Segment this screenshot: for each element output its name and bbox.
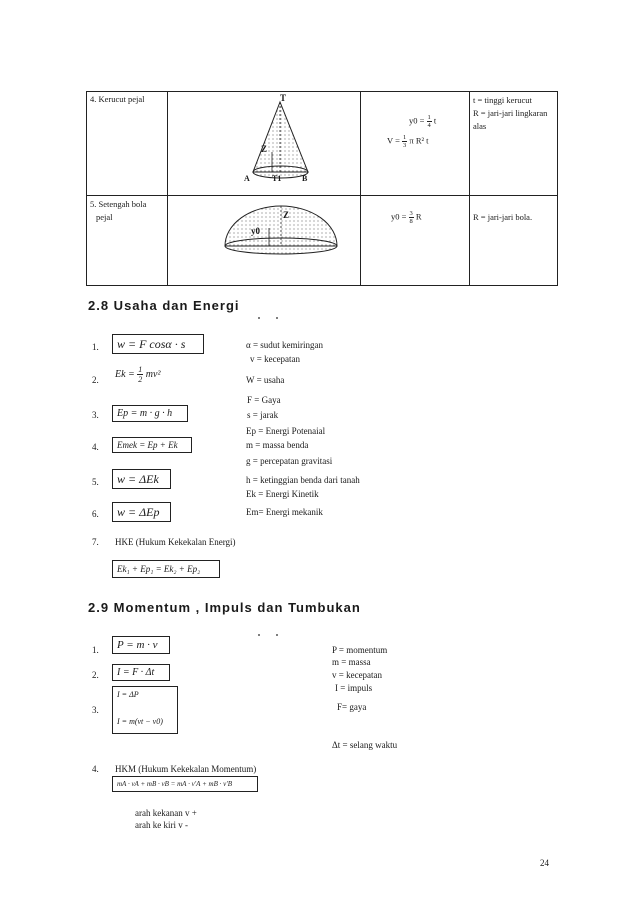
table-row-hemisphere	[87, 196, 558, 286]
s28-legend-10: Em= Energi mekanik	[246, 507, 323, 517]
hemisphere-notes	[470, 196, 558, 286]
s28-num-6: 6.	[92, 509, 99, 519]
s28-legend-7: g = percepatan gravitasi	[246, 456, 333, 466]
formula-hke: Ek₁ + Ep₁ = Ek₂ + Ep₂	[112, 560, 220, 578]
cone-label-b: B	[302, 174, 308, 183]
hkm-note-right: arah kekanan v +	[135, 808, 197, 818]
s28-num-4: 4.	[92, 442, 99, 452]
cone-label-axis: Z	[261, 144, 268, 154]
s28-legend-2: W = usaha	[246, 375, 285, 385]
hkm-note-left: arah ke kiri v -	[135, 820, 188, 830]
s29-legend-3: I = impuls	[335, 683, 373, 693]
formula-impulse-box	[112, 686, 178, 734]
s29-legend-1: m = massa	[332, 657, 371, 667]
s28-legend-1: v = kecepatan	[250, 354, 301, 364]
s29-legend-5: Δt = selang waktu	[332, 740, 398, 750]
cone-name: 4. Kerucut pejal	[87, 92, 168, 196]
hkm-num: 4.	[92, 764, 99, 774]
section-28-title: 2.8 Usaha dan Energi	[88, 298, 240, 313]
formula-work-ep: w = ΔEp	[112, 502, 171, 522]
formula-impulse-dp: I = ΔP	[117, 690, 139, 699]
hemisphere-figure	[221, 204, 341, 270]
formula-momentum: P = m · v	[112, 636, 170, 654]
s28-legend-8: h = ketinggian benda dari tanah	[246, 475, 360, 485]
cone-formula-volume: V = $\frac{1}{3}$ π R² t	[387, 134, 429, 149]
formula-hkm: mA · vA + mB · vB = mA · v'A + mB · v'B	[112, 776, 258, 792]
cone-label-t1: T1	[272, 174, 282, 183]
cone-figure-cell	[168, 92, 361, 196]
formula-impulse: I = F · Δt	[112, 664, 170, 681]
cone-label-a: A	[244, 174, 250, 183]
s28-legend-4: s = jarak	[247, 410, 279, 420]
section-29-title: 2.9 Momentum , Impuls dan Tumbukan	[88, 600, 361, 615]
table-row-cone	[87, 92, 558, 196]
cone-formula-cell	[361, 92, 470, 196]
cone-note-r: R = jari-jari lingkaran alas	[473, 108, 548, 131]
s28-legend-0: α = sudut kemiringan	[246, 340, 324, 350]
s28-num-5: 5.	[92, 477, 99, 487]
s29-legend-2: v = kecepatan	[332, 670, 383, 680]
formula-mechanical: Emek = Ep + Ek	[112, 437, 192, 453]
formula-work: w = F cosα · s	[112, 334, 204, 354]
formula-kinetic: Ek = $\frac{1}{2}$ mv²	[115, 365, 161, 384]
hemisphere-label-y0: y0	[251, 226, 260, 236]
cone-formula-y0: y0 = $\frac{1}{4}$ t	[409, 114, 437, 129]
formula-work-ek: w = ΔEk	[112, 469, 171, 489]
cone-note-t: t = tinggi kerucut	[473, 95, 532, 105]
s28-num-2: 2.	[92, 375, 99, 385]
s28-legend-5: Ep = Energi Potenaial	[246, 426, 326, 436]
hke-title: HKE (Hukum Kekekalan Energi)	[115, 537, 236, 547]
page-number: 24	[540, 858, 549, 868]
s29-num-1: 1.	[92, 645, 99, 655]
hke-num: 7.	[92, 537, 99, 547]
s29-legend-4: F= gaya	[337, 702, 367, 712]
hkm-title: HKM (Hukum Kekekalan Momentum)	[115, 764, 257, 774]
hemisphere-figure-cell	[168, 196, 361, 286]
s28-legend-6: m = massa benda	[246, 440, 309, 450]
s29-num-3: 3.	[92, 705, 99, 715]
s28-num-1: 1.	[92, 342, 99, 352]
hemisphere-note-r: R = jari-jari bola.	[473, 212, 533, 222]
formula-potential: Ep = m · g · h	[112, 405, 188, 422]
formula-impulse-mv: I = m(vt − v0)	[117, 717, 163, 726]
cone-label-apex: T	[280, 93, 287, 103]
s29-num-2: 2.	[92, 670, 99, 680]
hemisphere-formula-cell	[361, 196, 470, 286]
hemisphere-label-axis: Z	[283, 210, 290, 220]
s28-num-3: 3.	[92, 410, 99, 420]
shapes-table	[86, 91, 558, 286]
hemisphere-formula-y0: y0 = $\frac{3}{8}$ R	[391, 210, 422, 225]
s29-legend-0: P = momentum	[332, 645, 388, 655]
hemisphere-name: 5. Setengah bola pejal	[87, 196, 168, 286]
s28-legend-3: F = Gaya	[247, 395, 281, 405]
cone-notes	[470, 92, 558, 196]
s28-legend-9: Ek = Energi Kinetik	[246, 489, 319, 499]
